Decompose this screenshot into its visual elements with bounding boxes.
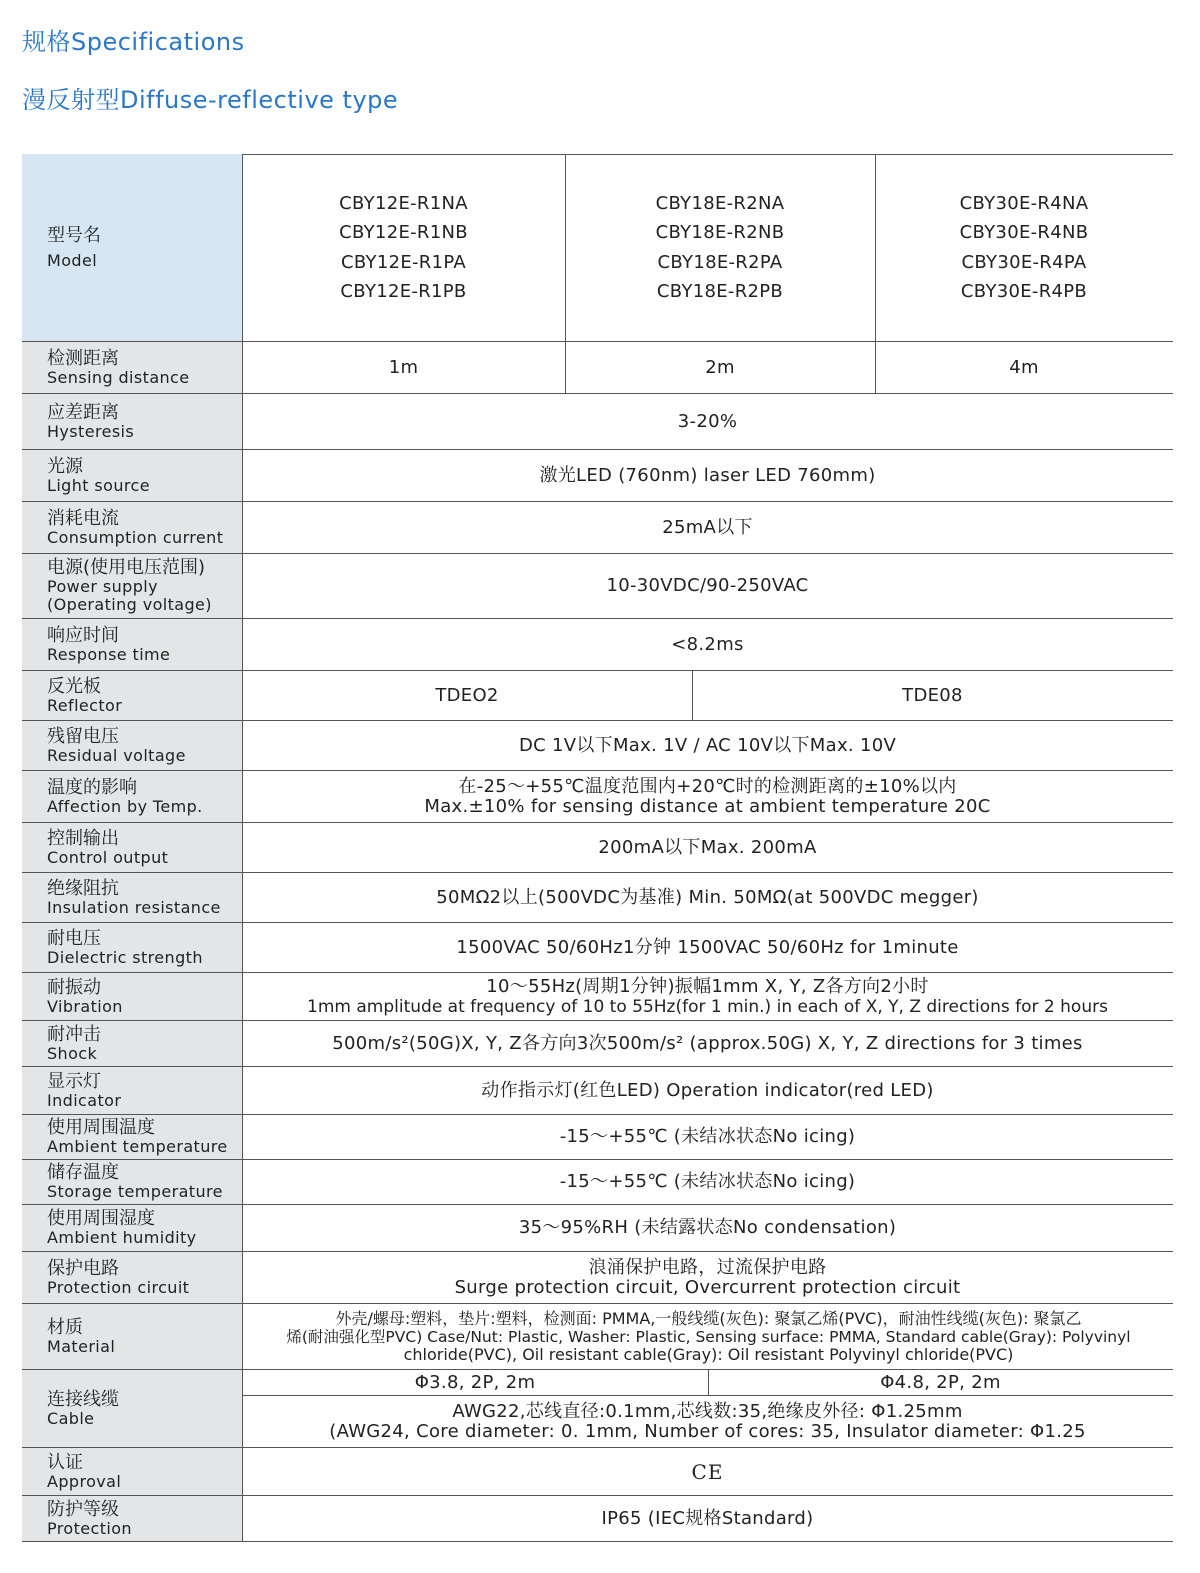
label-zh: 保护电路 bbox=[47, 1257, 119, 1279]
label-en: Ambient humidity bbox=[47, 1228, 197, 1247]
label-en: Model bbox=[47, 250, 98, 270]
model-name: CBY30E-R4NA bbox=[959, 192, 1089, 214]
label-zh: 残留电压 bbox=[47, 725, 119, 747]
value-line: Max.±10% for sensing distance at ambient temperature 20C bbox=[424, 795, 991, 817]
value-line: AWG22,芯线直径:0.1mm,芯线数:35,绝缘皮外径: Φ1.25mm bbox=[452, 1400, 963, 1422]
value-line: Surge protection circuit, Overcurrent protection circuit bbox=[454, 1276, 961, 1298]
row-cable bbox=[22, 1370, 1173, 1448]
label-en: Shock bbox=[47, 1043, 98, 1063]
label-zh: 耐电压 bbox=[47, 927, 101, 949]
model-name: CBY30E-R4PB bbox=[960, 281, 1088, 302]
label-en: Residual voltage bbox=[47, 745, 186, 765]
label-en: Protection bbox=[47, 1518, 132, 1538]
value-line: 烯(耐油强化型PVC) Case/Nut: Plastic, Washer: Plastic, Sensing surface: PMMA, Standard cable(Gray): Polyvinyl bbox=[286, 1327, 1131, 1346]
label-zh: 检测距离 bbox=[47, 347, 119, 369]
page-title: 规格Specifications bbox=[22, 28, 245, 56]
row-label bbox=[22, 1370, 242, 1447]
label-zh: 反光板 bbox=[47, 675, 101, 697]
row-label bbox=[22, 771, 242, 822]
row-protection bbox=[22, 1496, 1173, 1542]
ce-mark-icon bbox=[242, 1448, 1173, 1495]
consumption-value: 25mA以下 bbox=[662, 516, 753, 538]
protection-value: IP65 (IEC规格Standard) bbox=[601, 1507, 814, 1529]
divider bbox=[242, 1304, 243, 1369]
row-consumption-current bbox=[22, 502, 1173, 554]
row-hysteresis bbox=[22, 394, 1173, 450]
label-en: Material bbox=[47, 1336, 116, 1356]
response-time-value: <8.2ms bbox=[671, 633, 744, 655]
affection-temp-value bbox=[242, 771, 1173, 822]
value-line: 1mm amplitude at frequency of 10 to 55Hz(for 1 min.) in each of X, Y, Z directions for 2 hours bbox=[307, 996, 1108, 1017]
row-label bbox=[22, 873, 242, 922]
label-zh: 使用周围温度 bbox=[47, 1117, 155, 1138]
model-col-1 bbox=[242, 154, 565, 341]
row-label bbox=[22, 923, 242, 972]
label-zh: 储存温度 bbox=[47, 1162, 119, 1183]
row-label bbox=[22, 619, 242, 670]
model-name: CBY30E-R4NB bbox=[959, 222, 1089, 243]
reflector-value-2: TDE08 bbox=[902, 684, 963, 706]
label-zh: 电源(使用电压范围) bbox=[47, 557, 206, 578]
row-label bbox=[22, 1021, 242, 1066]
model-name: CBY18E-R2NA bbox=[655, 192, 785, 214]
row-affection-temp bbox=[22, 771, 1173, 823]
label-en: Insulation resistance bbox=[47, 897, 221, 917]
label-zh: 防护等级 bbox=[47, 1498, 119, 1520]
model-col-3 bbox=[875, 154, 1173, 341]
light-source-value: 激光LED (760nm) laser LED 760mm) bbox=[539, 464, 876, 486]
label-en: Sensing distance bbox=[47, 367, 190, 387]
insulation-value: 50MΩ2以上(500VDC为基准) Min. 50MΩ(at 500VDC megger) bbox=[436, 886, 979, 908]
label-en: Power supply bbox=[47, 577, 158, 596]
row-residual-voltage bbox=[22, 721, 1173, 771]
label-zh: 材质 bbox=[47, 1316, 83, 1338]
row-dielectric-strength bbox=[22, 923, 1173, 973]
row-vibration bbox=[22, 973, 1173, 1021]
hysteresis-value: 3-20% bbox=[677, 410, 738, 432]
label-zh: 耐冲击 bbox=[47, 1023, 101, 1045]
reflector-value-1: TDEO2 bbox=[435, 684, 499, 706]
row-label bbox=[22, 973, 242, 1020]
label-en: Reflector bbox=[47, 695, 123, 715]
value-line: (AWG24, Core diameter: 0. 1mm, Number of cores: 35, Insulator diameter: Φ1.25 bbox=[329, 1420, 1086, 1442]
label-en: Vibration bbox=[47, 996, 123, 1016]
row-label bbox=[22, 1304, 242, 1369]
row-label bbox=[22, 450, 242, 501]
row-insulation-resistance bbox=[22, 873, 1173, 923]
row-label bbox=[22, 554, 242, 618]
row-material bbox=[22, 1304, 1173, 1370]
label-zh: 认证 bbox=[47, 1451, 83, 1473]
dielectric-value: 1500VAC 50/60Hz1分钟 1500VAC 50/60Hz for 1minute bbox=[456, 936, 959, 958]
label-en: Affection by Temp. bbox=[47, 796, 203, 816]
label-en: Response time bbox=[47, 644, 171, 664]
label-en: Ambient temperature bbox=[47, 1137, 228, 1156]
row-label bbox=[22, 1067, 242, 1114]
label-en: Light source bbox=[47, 475, 150, 495]
sensing-value-2: 2m bbox=[705, 356, 735, 378]
control-output-value: 200mA以下Max. 200mA bbox=[598, 836, 817, 858]
shock-value: 500m/s²(50G)X, Y, Z各方向3次500m/s² (approx.50G) X, Y, Z directions for 3 times bbox=[332, 1032, 1083, 1054]
model-name: CBY18E-R2PA bbox=[657, 251, 783, 273]
row-label bbox=[22, 1496, 242, 1541]
model-name: CBY30E-R4PA bbox=[961, 251, 1087, 273]
model-name: CBY12E-R1PA bbox=[341, 251, 466, 273]
label-zh: 耐振动 bbox=[47, 976, 101, 998]
label-zh: 显示灯 bbox=[47, 1070, 101, 1092]
power-supply-value: 10-30VDC/90-250VAC bbox=[606, 575, 809, 596]
label-en: Consumption current bbox=[47, 527, 224, 547]
vibration-value bbox=[242, 973, 1173, 1020]
model-name: CBY12E-R1NA bbox=[339, 192, 468, 214]
indicator-value: 动作指示灯(红色LED) Operation indicator(red LED) bbox=[481, 1079, 934, 1101]
sensing-value-1: 1m bbox=[388, 356, 419, 378]
material-value bbox=[244, 1304, 1173, 1369]
label-en: Hysteresis bbox=[47, 421, 135, 441]
cable-value-1: Φ3.8, 2P, 2m bbox=[242, 1370, 708, 1396]
label-zh: 连接线缆 bbox=[47, 1388, 119, 1410]
model-name: CBY12E-R1NB bbox=[339, 222, 468, 243]
label-en: Approval bbox=[47, 1471, 122, 1491]
row-label bbox=[22, 1448, 242, 1495]
row-label bbox=[22, 394, 242, 449]
row-label bbox=[22, 1252, 242, 1303]
row-label bbox=[22, 1160, 242, 1204]
row-ambient-temperature bbox=[22, 1115, 1173, 1160]
label-zh: 绝缘阻抗 bbox=[47, 877, 119, 899]
row-label bbox=[22, 342, 242, 393]
page-subtitle: 漫反射型Diffuse-reflective type bbox=[22, 86, 399, 114]
model-name: CBY18E-R2PB bbox=[656, 281, 784, 302]
cable-spec bbox=[242, 1396, 1173, 1447]
row-reflector bbox=[22, 671, 1173, 721]
sensing-value-3: 4m bbox=[1009, 356, 1039, 378]
model-name: CBY18E-R2NB bbox=[655, 222, 785, 243]
row-light-source bbox=[22, 450, 1173, 502]
humidity-value: 35～95%RH (未结露状态No condensation) bbox=[518, 1217, 897, 1238]
row-sensing-distance bbox=[22, 342, 1173, 394]
protection-circuit-value bbox=[242, 1252, 1173, 1303]
row-protection-circuit bbox=[22, 1252, 1173, 1304]
label-en: Storage temperature bbox=[47, 1182, 223, 1201]
label-zh: 温度的影响 bbox=[47, 776, 137, 798]
row-indicator bbox=[22, 1067, 1173, 1115]
label-en: (Operating voltage) bbox=[47, 595, 212, 614]
row-label bbox=[22, 1205, 242, 1251]
row-storage-temperature bbox=[22, 1160, 1173, 1205]
row-label bbox=[22, 1115, 242, 1159]
label-zh: 响应时间 bbox=[47, 624, 119, 646]
model-col-2 bbox=[565, 154, 875, 341]
ambient-temp-value: -15～+55℃ (未结冰状态No icing) bbox=[559, 1126, 856, 1147]
residual-voltage-value: DC 1V以下Max. 1V / AC 10V以下Max. 10V bbox=[518, 734, 897, 756]
label-zh: 控制输出 bbox=[47, 827, 119, 849]
label-en: Dielectric strength bbox=[47, 947, 203, 967]
label-zh: 消耗电流 bbox=[47, 507, 119, 529]
row-model bbox=[22, 154, 1173, 342]
label-zh: 型号名 bbox=[47, 224, 101, 246]
label-zh: 光源 bbox=[47, 455, 83, 477]
label-en: Indicator bbox=[47, 1090, 122, 1110]
value-line: chloride(PVC), Oil resistant cable(Gray): Oil resistant Polyvinyl chloride(PVC) bbox=[403, 1344, 1014, 1364]
label-model bbox=[22, 154, 242, 341]
row-label bbox=[22, 721, 242, 770]
storage-temp-value: -15～+55℃ (未结冰状态No icing) bbox=[559, 1171, 856, 1192]
model-name: CBY12E-R1PB bbox=[340, 281, 467, 302]
row-shock bbox=[22, 1021, 1173, 1067]
value-line: 外壳/螺母:塑料，垫片:塑料，检测面: PMMA,一般线缆(灰色): 聚氯乙烯(PVC)，耐油性线缆(灰色): 聚氯乙 bbox=[335, 1308, 1082, 1328]
row-control-output bbox=[22, 823, 1173, 873]
row-label bbox=[22, 671, 242, 720]
value-line: 在-25～+55℃温度范围内+20℃时的检测距离的±10%以内 bbox=[458, 775, 957, 797]
label-en: Protection circuit bbox=[47, 1277, 190, 1297]
label-en: Control output bbox=[47, 847, 169, 867]
label-en: Cable bbox=[47, 1408, 95, 1428]
row-label bbox=[22, 502, 242, 553]
row-approval bbox=[22, 1448, 1173, 1496]
row-power-supply bbox=[22, 554, 1173, 619]
approval-value: CE bbox=[691, 1459, 724, 1484]
row-label bbox=[22, 823, 242, 872]
row-response-time bbox=[22, 619, 1173, 671]
value-line: 浪涌保护电路，过流保护电路 bbox=[588, 1256, 827, 1278]
row-ambient-humidity bbox=[22, 1205, 1173, 1252]
label-zh: 使用周围湿度 bbox=[47, 1208, 155, 1229]
label-zh: 应差距离 bbox=[47, 401, 119, 423]
cable-value-2: Φ4.8, 2P, 2m bbox=[708, 1370, 1173, 1396]
value-line: 10～55Hz(周期1分钟)振幅1mm X, Y, Z各方向2小时 bbox=[486, 975, 929, 997]
